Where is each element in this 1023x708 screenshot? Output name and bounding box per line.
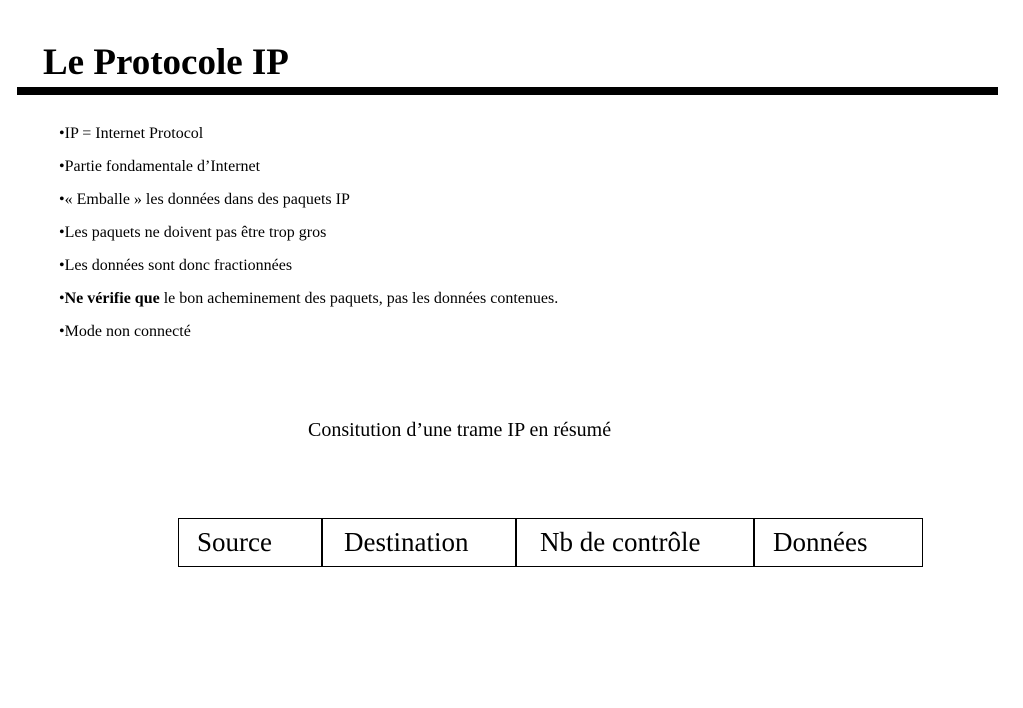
bullet-text: Mode non connecté	[64, 323, 191, 340]
title-divider	[17, 87, 998, 95]
frame-field-checksum: Nb de contrôle	[516, 518, 754, 567]
bullet-mark: •	[59, 158, 65, 175]
bullet-mark: •	[59, 224, 65, 241]
bullet-item-verification	[59, 289, 558, 322]
bullet-text: le bon acheminement des paquets, pas les données contenues.	[159, 290, 559, 307]
frame-caption: Consitution d’une trame IP en résumé	[308, 419, 612, 441]
bullet-text: IP = Internet Protocol	[64, 125, 204, 142]
bullet-list	[59, 124, 558, 355]
bullet-mark: •	[59, 125, 65, 142]
bullet-bold-text: Ne vérifie que	[64, 290, 160, 307]
bullet-mark: •	[59, 257, 65, 274]
bullet-item-packaging	[59, 190, 558, 223]
bullet-mark: •	[59, 191, 65, 208]
bullet-item-ip-definition	[59, 124, 558, 157]
bullet-text: « Emballe » les données dans des paquets IP	[64, 191, 350, 208]
bullet-text: Les paquets ne doivent pas être trop gros	[64, 224, 327, 241]
ip-frame-diagram	[178, 518, 923, 567]
bullet-item-packet-size	[59, 223, 558, 256]
bullet-text: Partie fondamentale d’Internet	[64, 158, 261, 175]
frame-field-destination: Destination	[322, 518, 516, 567]
frame-field-data: Données	[754, 518, 923, 567]
bullet-item-connectionless	[59, 322, 558, 355]
bullet-item-fundamental	[59, 157, 558, 190]
frame-field-source: Source	[178, 518, 322, 567]
slide-title: Le Protocole IP	[43, 42, 289, 83]
bullet-mark: •	[59, 290, 65, 307]
bullet-item-fragmentation	[59, 256, 558, 289]
bullet-text: Les données sont donc fractionnées	[64, 257, 293, 274]
bullet-mark: •	[59, 323, 65, 340]
